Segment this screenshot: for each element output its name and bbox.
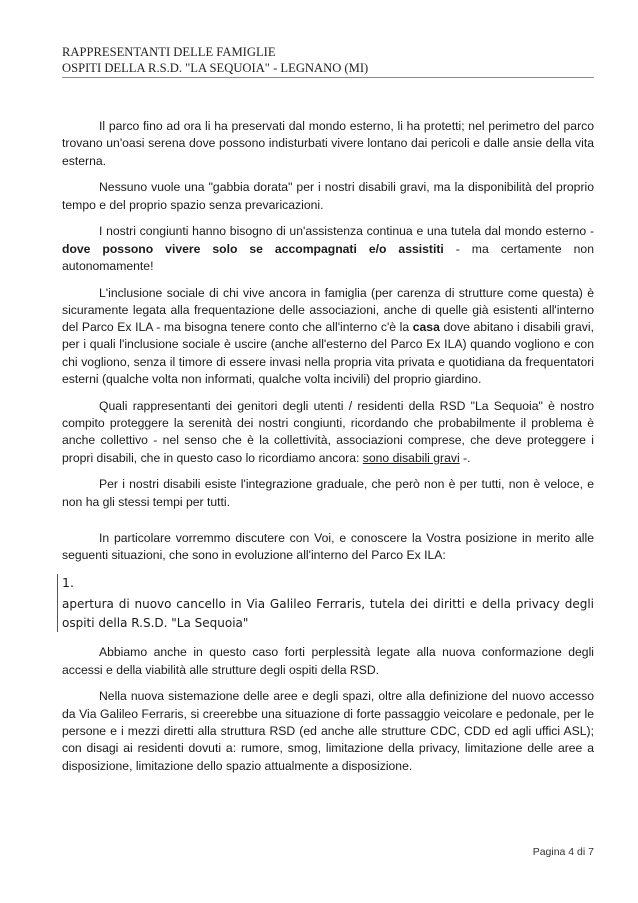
paragraph-4-emphasis: casa	[412, 320, 440, 335]
paragraph-7: In particolare vorremmo discutere con Voi, e conoscere la Vostra posizione in merito alle seguenti situazioni, che sono in evoluzione all'interno del Parco Ex ILA:	[62, 530, 594, 563]
header-divider	[62, 77, 594, 78]
section-heading-1	[62, 574, 594, 633]
paragraph-4-text-a: L'inclusione sociale di chi vive ancora in famiglia (per carenza di strutture come questa) è sicuramente legata alla frequentazione delle associazioni, anche di quelle già esistenti all'interno del Parco Ex ILA - ma bisogna tenere conto che all'interno c'è la	[62, 285, 594, 335]
paragraph-5-underline: sono disabili gravi	[362, 450, 460, 465]
paragraph-3	[62, 223, 594, 275]
paragraph-3-text-b: - ma certamente non autonomamente!	[62, 241, 594, 273]
heading-margin-bar	[57, 574, 58, 633]
paragraph-3-emphasis: dove possono vivere solo se accompagnati e/o assistiti	[62, 241, 444, 256]
page-number: Pagina 4 di 7	[532, 846, 594, 858]
header-line-2: OSPITI DELLA R.S.D. "LA SEQUOIA" - LEGNANO (MI)	[62, 61, 369, 75]
paragraph-5-text-a: Quali rappresentanti dei genitori degli utenti / residenti della RSD "La Sequoia" è nostro compito proteggere la serenità dei nostri congiunti, ricordando che probabilmente il problema è anche collettivo - nel senso che è la collettività, associazioni comprese, che deve proteggere i propri disabili, che in questo caso lo ricordiamo ancora:	[62, 398, 594, 465]
paragraph-9: Nella nuova sistemazione delle aree e degli spazi, oltre alla definizione del nuovo accesso da Via Galileo Ferraris, si creerebbe una situazione di forte passaggio veicolare e pedonale, per le persone e i mezzi diretti alla struttura RSD (ed anche alle strutture CDC, CDD ed agli uffici ASL); con disagi ai residenti dovuti a: rumore, smog, limitazione della privacy, limitazione delle aree a disposizione, limitazione dello spazio attualmente a disposizione.	[62, 689, 594, 773]
paragraph-1: Il parco fino ad ora li ha preservati dal mondo esterno, li ha protetti; nel perimetro del parco trovano un'oasi serena dove possono indisturbati vivere lontano dai pericoli e dalle ansie della vita esterna.	[62, 119, 594, 168]
header-line-1: RAPPRESENTANTI DELLE FAMIGLIE	[62, 45, 276, 59]
section-number: 1.	[62, 574, 74, 590]
paragraph-3-text-a: I nostri congiunti hanno bisogno di un'assistenza continua e una tutela dal mondo esterno -	[99, 224, 594, 239]
document-header	[62, 44, 594, 76]
paragraph-4	[62, 285, 594, 389]
paragraph-5	[62, 398, 594, 467]
paragraph-2: Nessuno vuole una "gabbia dorata" per i nostri disabili gravi, ma la disponibilità del proprio tempo e del proprio spazio senza prevaricazioni.	[62, 180, 594, 212]
paragraph-5-text-b: -.	[459, 450, 471, 465]
section-title: apertura di nuovo cancello in Via Galileo Ferraris, tutela dei diritti e della privacy degli ospiti della R.S.D. "La Sequoia"	[62, 597, 594, 630]
paragraph-6: Per i nostri disabili esiste l'integrazione graduale, che però non è per tutti, non è veloce, e non ha gli stessi tempi per tutti.	[62, 477, 594, 509]
document-body	[62, 118, 594, 784]
paragraph-8: Abbiamo anche in questo caso forti perplessità legate alla nuova conformazione degli accessi e della viabilità alle strutture degli ospiti della RSD.	[62, 645, 594, 677]
paragraph-4-text-b: dove abitano i disabili gravi, per i quali l'inclusione sociale è uscire (anche all'esterno del Parco Ex ILA) quando vogliono e con chi vogliono, senza il timore di essere invasi nella propria vita privata e quotidiana da frequentatori esterni (qualche volta non informati, qualche volta incivili) del proprio giardino.	[62, 320, 594, 387]
